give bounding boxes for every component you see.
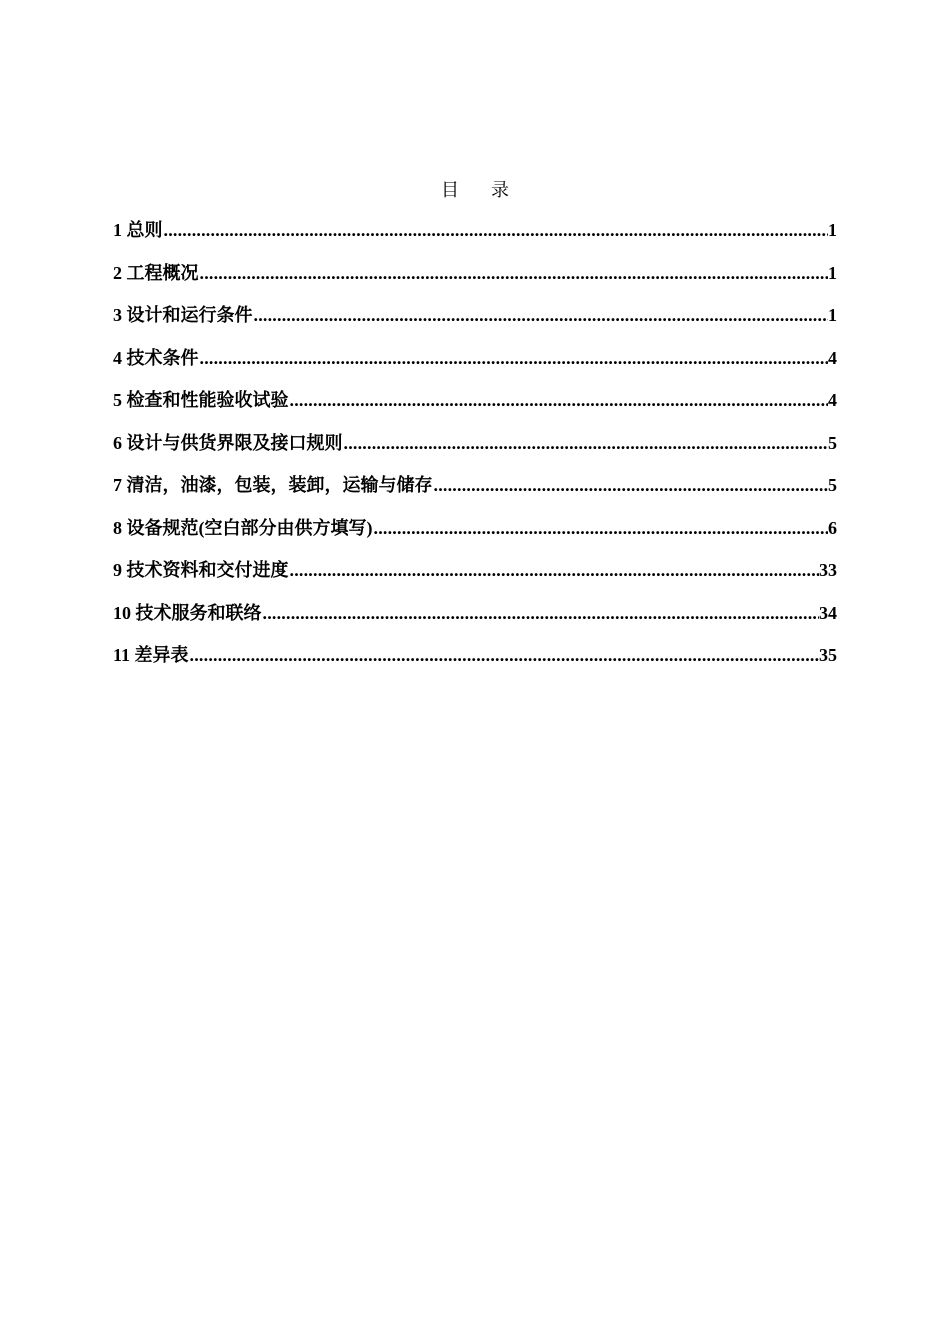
toc-title-char: 录 — [491, 180, 509, 200]
toc-entry[interactable] — [113, 344, 837, 387]
toc-entry-page: 33 — [819, 560, 837, 580]
toc-entry-label: 11 差异表 — [113, 645, 189, 665]
toc-entry[interactable] — [113, 429, 837, 472]
toc-entry[interactable] — [113, 556, 837, 599]
toc-dot-leader — [374, 518, 829, 539]
toc-dot-leader — [200, 263, 829, 284]
toc-entry[interactable] — [113, 216, 837, 259]
toc-entry-label: 9 技术资料和交付进度 — [113, 560, 289, 580]
toc-entry-label: 10 技术服务和联络 — [113, 602, 262, 623]
toc-entry-page: 1 — [828, 305, 837, 325]
toc-entry-label: 3 设计和运行条件 — [113, 305, 253, 325]
toc-entry[interactable] — [113, 386, 837, 429]
toc-entry[interactable] — [113, 514, 837, 557]
toc-entry-page: 34 — [819, 602, 837, 623]
toc-entry-page: 35 — [819, 645, 837, 665]
toc-entry[interactable] — [113, 301, 837, 344]
toc-title-char: 目 — [441, 180, 459, 200]
toc-list — [113, 216, 837, 684]
toc-entry-label: 6 设计与供货界限及接口规则 — [113, 432, 343, 453]
toc-entry-page: 6 — [828, 517, 837, 538]
toc-entry-page: 1 — [828, 220, 837, 240]
toc-dot-leader — [434, 475, 829, 496]
toc-entry-label: 5 检查和性能验收试验 — [113, 390, 289, 410]
toc-entry-page: 5 — [828, 432, 837, 453]
toc-dot-leader — [164, 220, 829, 241]
toc-entry[interactable] — [113, 641, 837, 684]
toc-entry[interactable] — [113, 471, 837, 514]
toc-dot-leader — [190, 645, 819, 666]
toc-dot-leader — [290, 390, 829, 411]
toc-entry-page: 4 — [828, 347, 837, 368]
toc-dot-leader — [263, 603, 820, 624]
toc-entry[interactable] — [113, 599, 837, 642]
toc-entry-label: 1 总则 — [113, 220, 163, 240]
toc-entry-label: 7 清洁，油漆，包装，装卸，运输与储存 — [113, 475, 433, 495]
toc-entry-label: 8 设备规范(空白部分由供方填写) — [113, 517, 373, 538]
toc-entry-page: 1 — [828, 262, 837, 283]
toc-entry[interactable] — [113, 259, 837, 302]
toc-dot-leader — [290, 560, 820, 581]
toc-dot-leader — [344, 433, 829, 454]
toc-dot-leader — [200, 348, 829, 369]
toc-entry-label: 4 技术条件 — [113, 347, 199, 368]
toc-entry-label: 2 工程概况 — [113, 262, 199, 283]
toc-entry-page: 4 — [828, 390, 837, 410]
toc-dot-leader — [254, 305, 829, 326]
toc-entry-page: 5 — [828, 475, 837, 495]
toc-title — [0, 176, 950, 202]
